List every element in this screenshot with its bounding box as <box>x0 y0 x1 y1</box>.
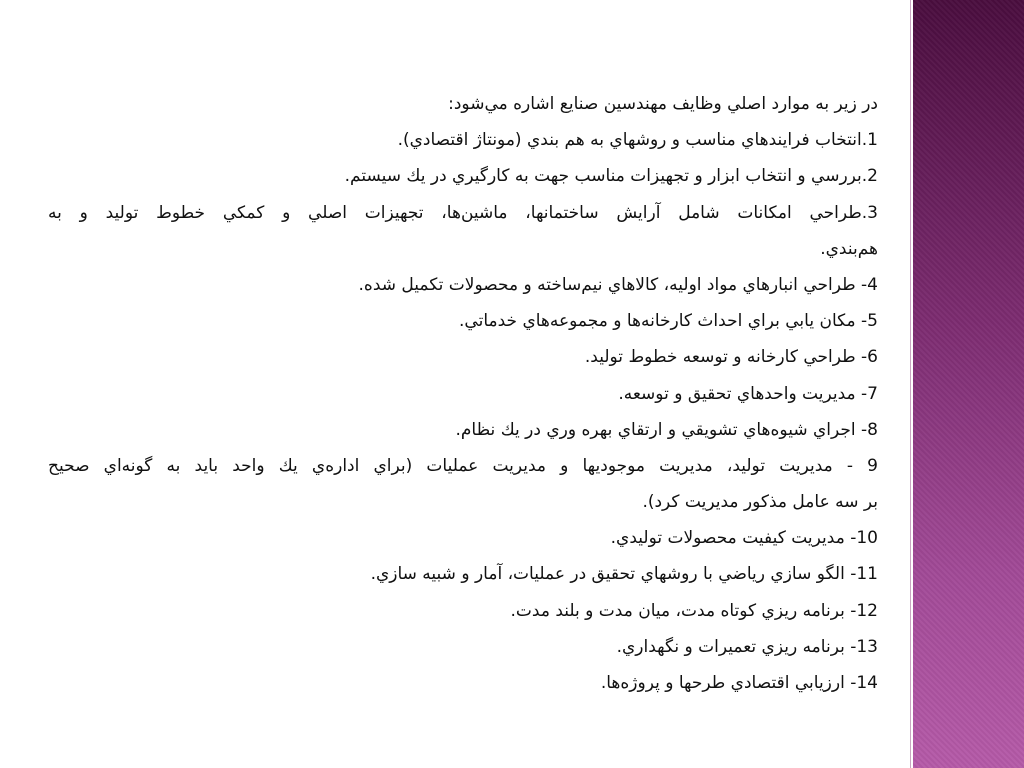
list-item-10: 10- مديريت كيفيت محصولات توليدي. <box>610 528 878 549</box>
list-item-3-continued: هم‌بندي. <box>820 238 878 259</box>
list-item-4: 4- طراحي انبارهاي مواد اوليه، كالاهاي نيم‌ساخته و محصولات تكميل شده. <box>358 274 878 295</box>
list-item-8: 8- اجراي شيوه‌هاي تشويقي و ارتقاي بهره وري در يك نظام. <box>455 419 878 440</box>
list-item-2: 2.بررسي و انتخاب ابزار و تجهيزات مناسب جهت به كارگيري در يك سيستم. <box>344 166 878 187</box>
decorative-sidebar <box>913 0 1024 768</box>
list-item-11: 11- الگو سازي رياضي با روشهاي تحقيق در عمليات، آمار و شبيه سازي. <box>370 564 878 585</box>
list-item-12: 12- برنامه ريزي كوتاه مدت، ميان مدت و بلند مدت. <box>510 600 878 621</box>
list-item-14: 14- ارزيابي اقتصادي طرحها و پروژه‌ها. <box>600 673 878 693</box>
intro-line: در زير به موارد اصلي وظايف مهندسين صنايع اشاره مي‌شود: <box>448 94 878 114</box>
list-item-9: 9 - مديريت توليد، مديريت موجوديها و مديريت عمليات (براي اداره‌ي يك واحد بايد به گونه‌اي صحيح <box>48 455 878 476</box>
list-item-7: 7- مديريت واحدهاي تحقيق و توسعه. <box>618 383 878 404</box>
list-item-6: 6- طراحي كارخانه و توسعه خطوط توليد. <box>584 347 878 368</box>
list-item-3: 3.طراحي امكانات شامل آرايش ساختمانها، ماشين‌ها، تجهيزات اصلي و كمكي خطوط توليد و به <box>48 202 878 223</box>
list-item-1: 1.انتخاب فرايندهاي مناسب و روشهاي به هم بندي (مونتاژ اقتصادي). <box>397 130 878 151</box>
list-item-5: 5- مكان يابي براي احداث كارخانه‌ها و مجموعه‌هاي خدماتي. <box>459 311 878 332</box>
list-item-9-continued: بر سه عامل مذكور مديريت كرد). <box>642 492 878 513</box>
sidebar-divider <box>910 0 911 768</box>
list-item-13: 13- برنامه ريزي تعميرات و نگهداري. <box>616 636 878 657</box>
slide-body <box>48 86 878 701</box>
